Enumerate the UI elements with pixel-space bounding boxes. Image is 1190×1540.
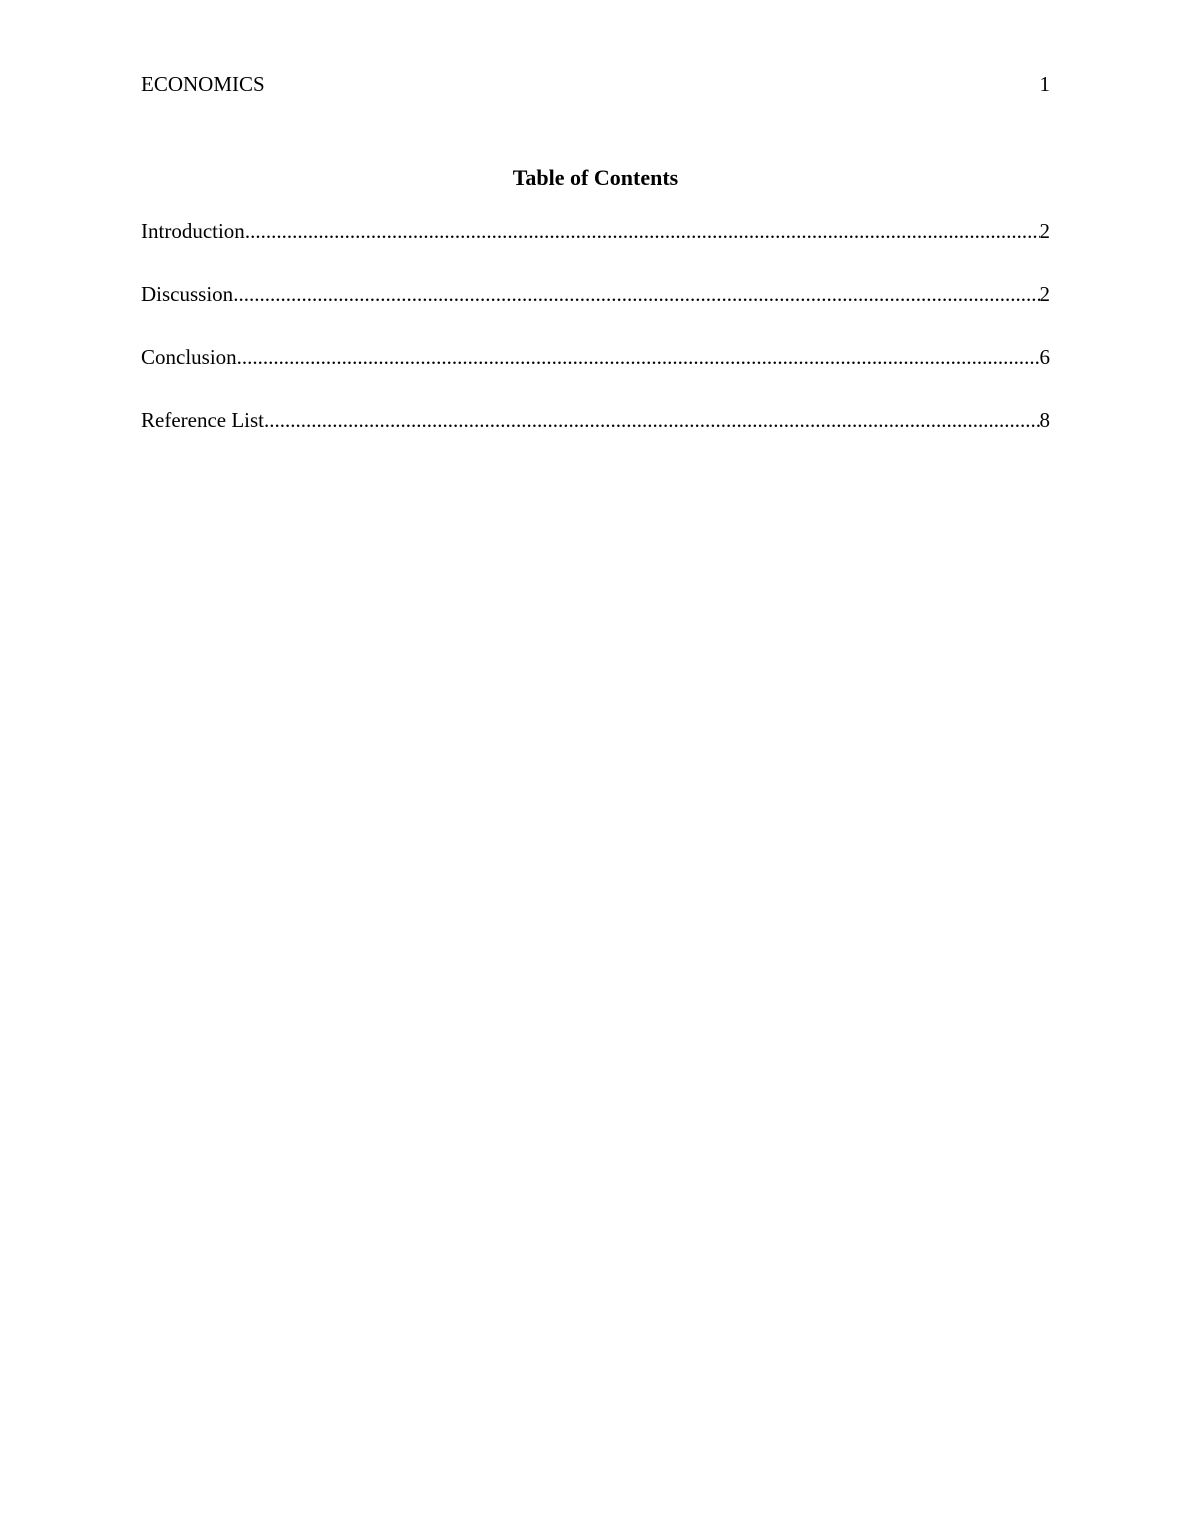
toc-entry-label: Reference List xyxy=(141,408,265,432)
toc-dot-leader xyxy=(245,216,1040,246)
toc-dot-leader xyxy=(264,405,1039,435)
toc-entry-page: 2 xyxy=(1039,282,1050,306)
toc-entry-discussion[interactable] xyxy=(141,279,1050,342)
toc-entry-conclusion[interactable] xyxy=(141,342,1050,405)
running-head: ECONOMICS xyxy=(141,72,265,96)
toc-entry-label: Discussion xyxy=(141,282,234,306)
toc-dot-leader xyxy=(233,279,1039,309)
toc-entry-label: Introduction xyxy=(141,219,245,243)
toc-title: Table of Contents xyxy=(512,165,679,190)
toc-entry-page: 2 xyxy=(1039,219,1050,243)
page-header xyxy=(141,70,1050,98)
toc-entry-page: 8 xyxy=(1039,408,1050,432)
toc-entry-reference-list[interactable] xyxy=(141,405,1050,468)
toc-dot-leader xyxy=(237,342,1040,372)
toc-list xyxy=(141,216,1050,468)
toc-entry-introduction[interactable] xyxy=(141,216,1050,279)
toc-entry-page: 6 xyxy=(1039,345,1050,369)
toc-entry-label: Conclusion xyxy=(141,345,237,369)
page-number: 1 xyxy=(1039,72,1050,96)
